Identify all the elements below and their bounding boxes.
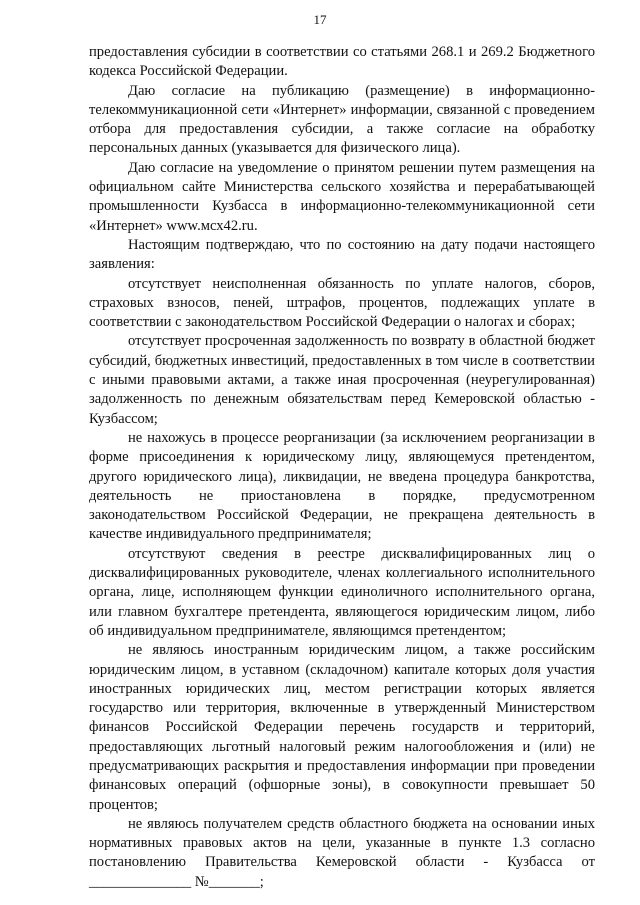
paragraph-notification-consent: Даю согласие на уведомление о принятом решении путем размещения на официальном сайте Министерства сельского хозяйства и перерабатывающей промышленности Кузбасса в информационно-телекоммуникационной сети «Интернет» www.мсх42.ru. xyxy=(89,159,595,234)
paragraph-no-overdue-debt: отсутствует просроченная задолженность по возврату в областной бюджет субсидий, бюджетных инвестиций, предоставленных в том числе в соответствии с иными правовыми актами, а также иная просроченная (неурегулированная) задолженность по денежным обязательствам перед Кемеровской областью - Кузбассом; xyxy=(89,333,595,427)
document-body xyxy=(89,43,595,892)
paragraph-confirmation-intro: Настоящим подтверждаю, что по состоянию на дату подачи настоящего заявления: xyxy=(89,236,595,273)
paragraph-no-disqualified-persons: отсутствуют сведения в реестре дисквалифицированных лиц о дисквалифицированных руководителе, членах коллегиального исполнительного органа, лице, исполняющем функции единоличного исполнительного органа, или главном бухгалтере претендента, являющегося юридическим лицом, либо об индивидуальном предпринимателе, являющимся претендентом; xyxy=(89,545,595,639)
paragraph-no-reorganization: не нахожусь в процессе реорганизации (за исключением реорганизации в форме присоединения к юридическому лицу, являющемуся претендентом, другого юридического лица), ликвидации, не введена процедура банкротства, деятельность не приостановлена в порядке, предусмотренном законодательством Российской Федерации, не прекращена деятельность в качестве индивидуального предпринимателя; xyxy=(89,429,595,543)
paragraph-not-budget-recipient: не являюсь получателем средств областного бюджета на основании иных нормативных правовых актов на цели, указанные в пункте 1.3 согласно постановлению Правительства Кемеровской области - Кузбасса от ______________ №_______; xyxy=(89,815,595,890)
paragraph-no-tax-debt: отсутствует неисполненная обязанность по уплате налогов, сборов, страховых взносов, пеней, штрафов, процентов, подлежащих уплате в соответствии с законодательством Российской Федерации о налогах и сборах; xyxy=(89,275,595,331)
paragraph-subsidy-articles: предоставления субсидии в соответствии со статьями 268.1 и 269.2 Бюджетного кодекса Российской Федерации. xyxy=(89,44,595,80)
page-number: 17 xyxy=(313,12,327,27)
paragraph-publication-consent: Даю согласие на публикацию (размещение) в информационно-телекоммуникационной сети «Интернет» информации, связанной с проведением отбора для предоставления субсидии, а также согласие на обработку персональных данных (указывается для физического лица). xyxy=(89,82,595,157)
paragraph-not-foreign-entity: не являюсь иностранным юридическим лицом, а также российским юридическим лицом, в уставном (складочном) капитале которых доля участия иностранных юридических лиц, местом регистрации которых является государство или территория, включенные в утвержденный Министерством финансов Российской Федерации перечень государств и территорий, предоставляющих льготный налоговый режим налогообложения и (или) не предусматривающих раскрытия и предоставления информации при проведении финансовых операций (офшорные зоны), в совокупности превышает 50 процентов; xyxy=(89,642,595,813)
